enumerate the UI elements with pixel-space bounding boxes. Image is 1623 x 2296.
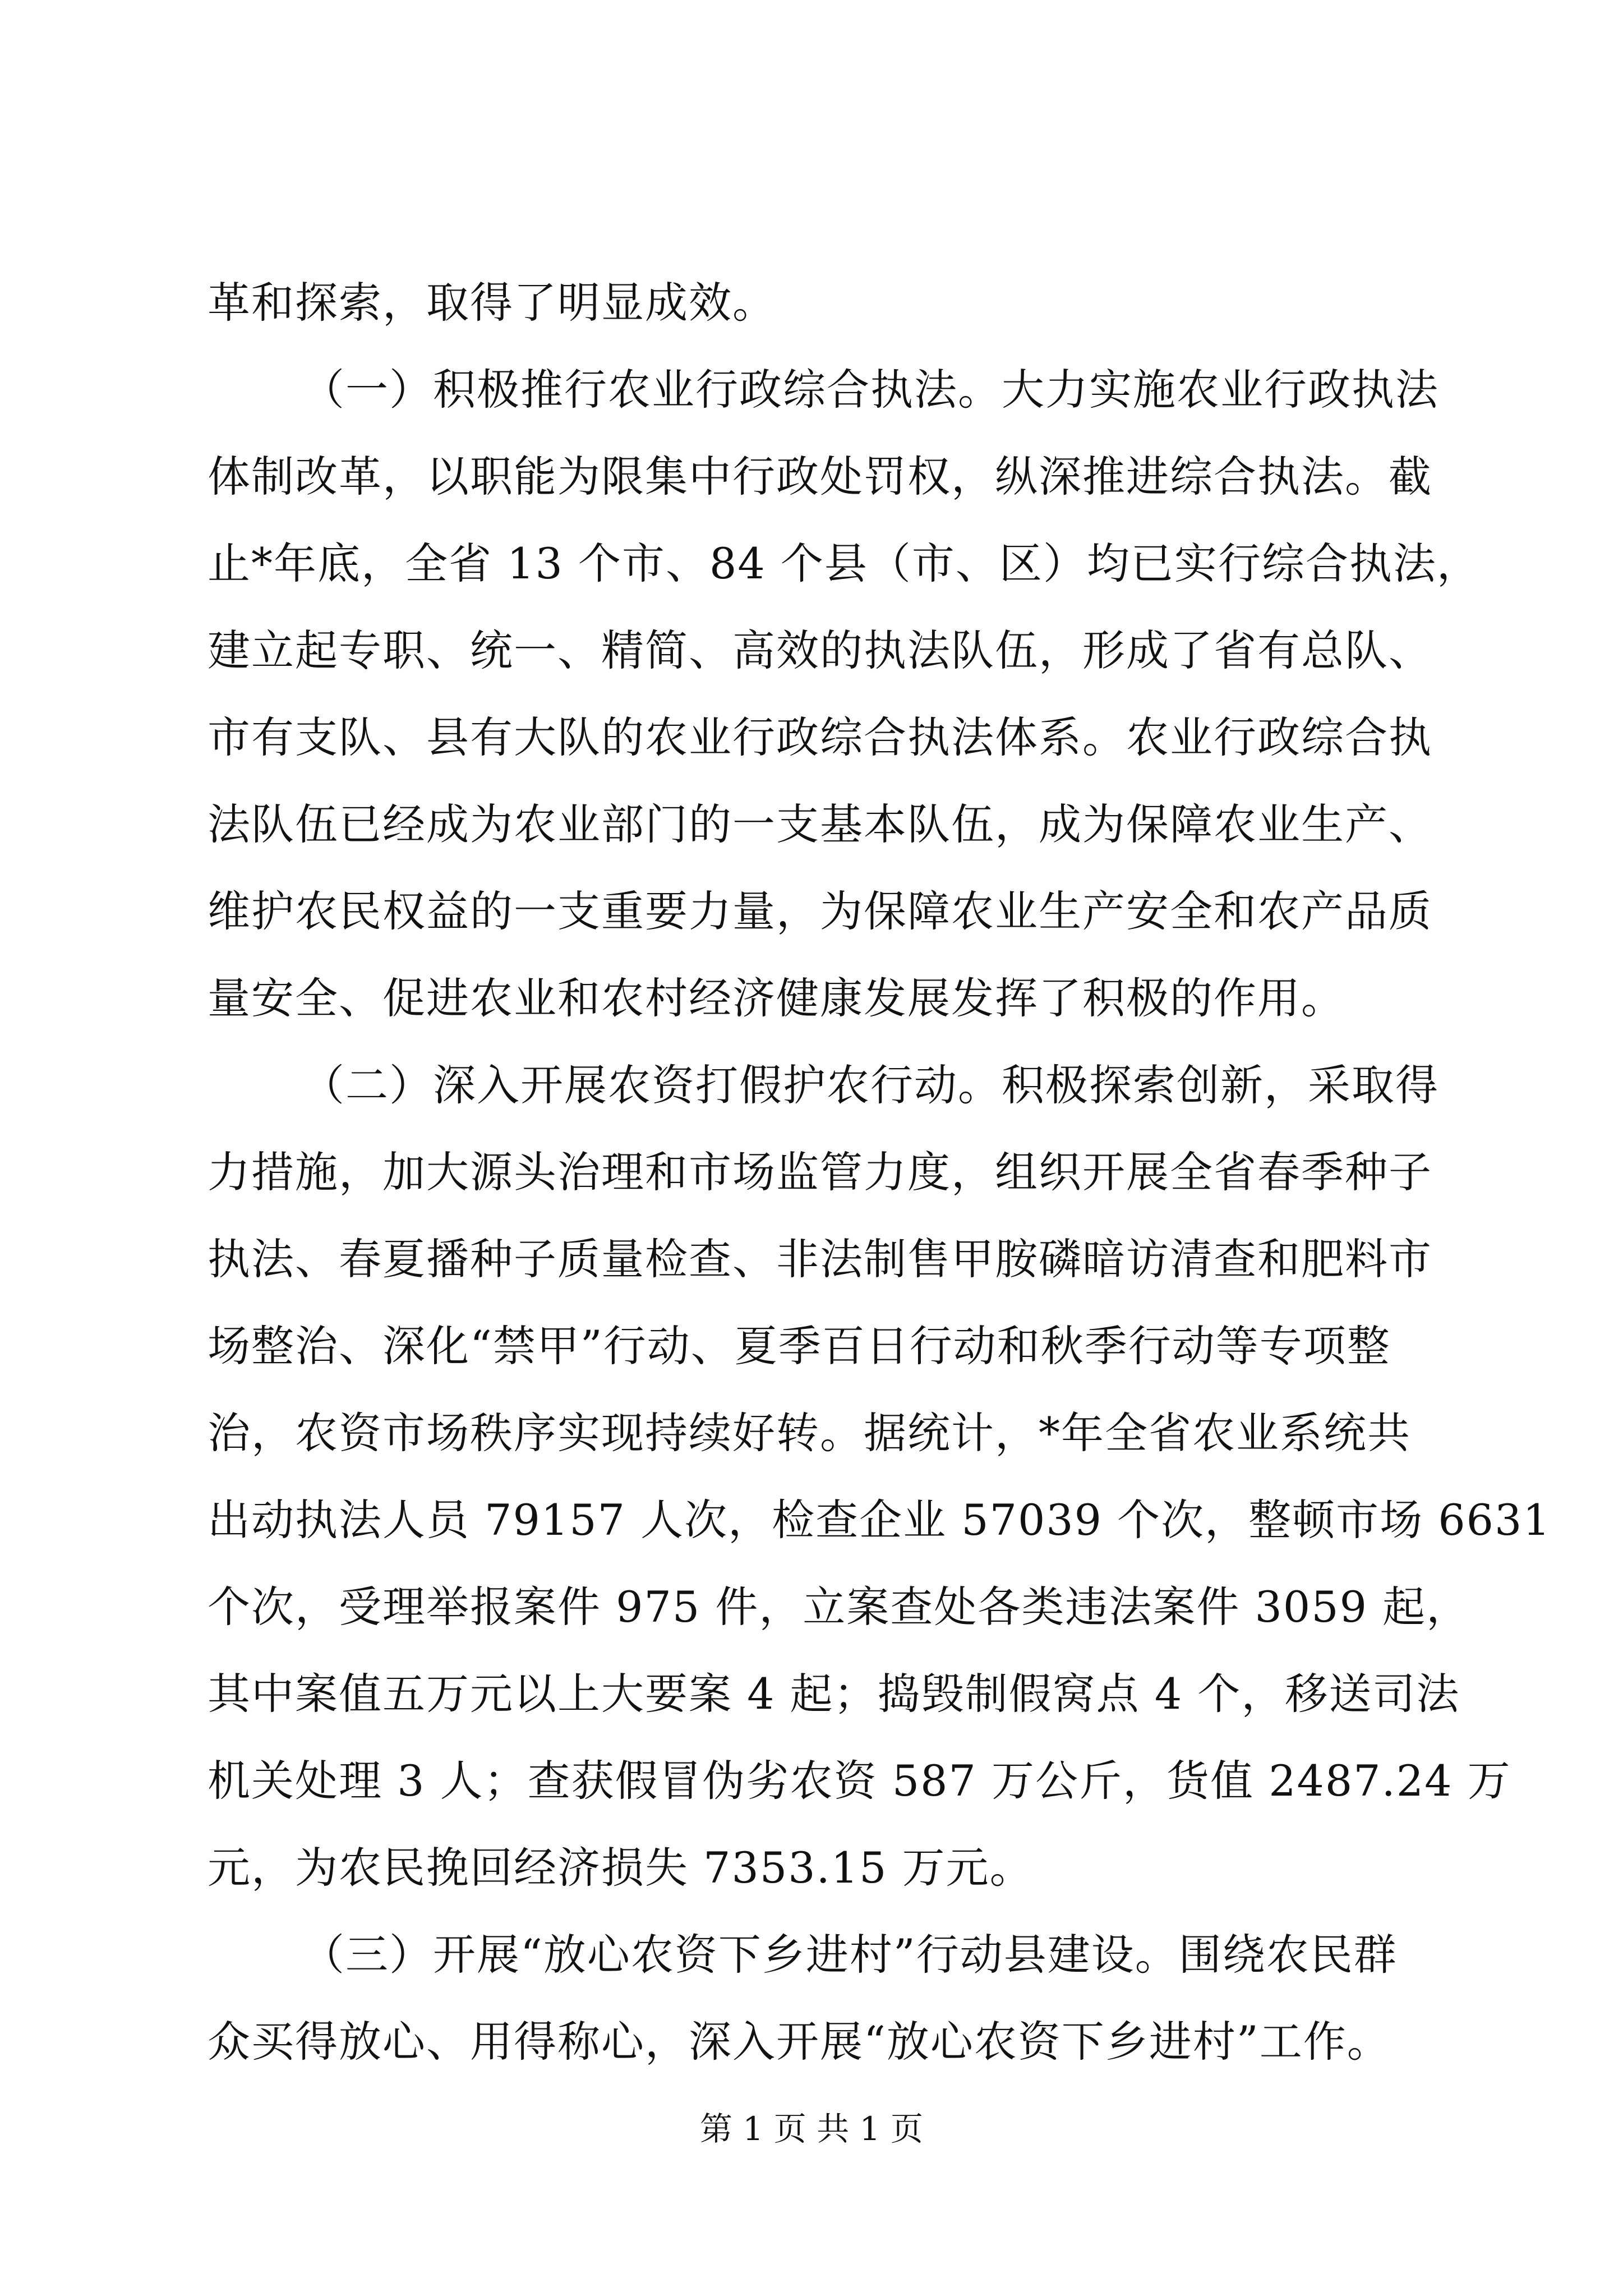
text-line: 法队伍已经成为农业部门的一支基本队伍，成为保障农业生产、 — [208, 799, 1432, 849]
text-line: 维护农民权益的一支重要力量，为保障农业生产安全和农产品质 — [208, 886, 1432, 936]
text-line: 治，农资市场秩序实现持续好转。据统计，*年全省农业系统共 — [208, 1408, 1411, 1458]
text-line: 止*年底，全省 13 个市、84 个县（市、区）均已实行综合执法， — [208, 539, 1481, 588]
text-line: 体制改革，以职能为限集中行政处罚权，纵深推进综合执法。截 — [208, 452, 1432, 501]
text-line: 市有支队、县有大队的农业行政综合执法体系。农业行政综合执 — [208, 712, 1432, 762]
text-line: 其中案值五万元以上大要案 4 起；捣毁制假窝点 4 个，移送司法 — [208, 1669, 1460, 1719]
document-body — [208, 259, 1551, 2085]
text-line: 出动执法人员 79157 人次，检查企业 57039 个次，整顿市场 6631 — [208, 1495, 1551, 1545]
text-line: 革和探索，取得了明显成效。 — [208, 278, 776, 328]
text-line: 元，为农民挽回经济损失 7353.15 万元。 — [208, 1843, 1034, 1893]
paragraph-heading-line: （二）深入开展农资打假护农行动。积极探索创新，采取得 — [302, 1060, 1439, 1110]
text-line: 力措施，加大源头治理和市场监管力度，组织开展全省春季种子 — [208, 1147, 1432, 1197]
text-line: 众买得放心、用得称心，深入开展“放心农资下乡进村”工作。 — [208, 2017, 1391, 2067]
page-footer: 第 1 页 共 1 页 — [700, 2110, 923, 2148]
text-line: 个次，受理举报案件 975 件，立案查处各类违法案件 3059 起， — [208, 1582, 1470, 1632]
text-line: 场整治、深化“禁甲”行动、夏季百日行动和秋季行动等专项整 — [208, 1321, 1391, 1371]
paragraph-heading-line: （一）积极推行农业行政综合执法。大力实施农业行政执法 — [302, 365, 1439, 415]
text-line: 机关处理 3 人；查获假冒伪劣农资 587 万公斤，货值 2487.24 万 — [208, 1756, 1511, 1806]
paragraph-heading-line: （三）开展“放心农资下乡进村”行动县建设。围绕农民群 — [302, 1930, 1398, 1980]
text-line: 建立起专职、统一、精简、高效的执法队伍，形成了省有总队、 — [208, 625, 1432, 675]
text-line: 执法、春夏播种子质量检查、非法制售甲胺磷暗访清查和肥料市 — [208, 1234, 1432, 1284]
text-line: 量安全、促进农业和农村经济健康发展发挥了积极的作用。 — [208, 973, 1345, 1023]
